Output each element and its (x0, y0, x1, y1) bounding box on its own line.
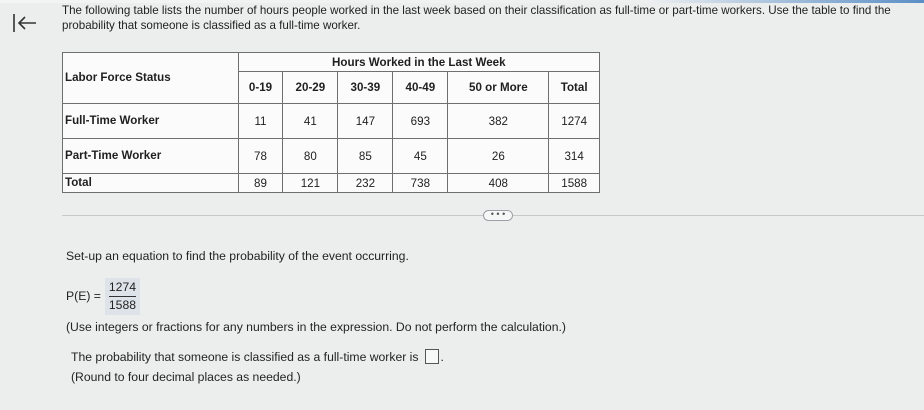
answer-input[interactable] (425, 349, 439, 364)
rounding-hint: (Round to four decimal places as needed.) (71, 370, 301, 384)
back-button[interactable] (10, 10, 40, 36)
answer-suffix: . (440, 349, 444, 364)
table-cell: 85 (338, 139, 393, 174)
table-cell: 1274 (549, 104, 600, 139)
fraction-numerator: 1274 (108, 279, 137, 294)
row-label: Part-Time Worker (63, 139, 239, 174)
table-cell: 314 (549, 139, 600, 174)
row-label: Full-Time Worker (63, 104, 239, 139)
equation-label: P(E) = (66, 289, 101, 303)
table-cell: 11 (238, 104, 283, 139)
more-options-button[interactable]: • • • (483, 210, 513, 221)
fraction-denominator: 1588 (108, 297, 137, 312)
table-cell: 693 (393, 104, 448, 139)
table-cell: 78 (238, 139, 283, 174)
table-cell: 80 (283, 139, 338, 174)
table-cell: 1588 (549, 174, 600, 193)
column-header: 50 or More (448, 72, 549, 104)
fraction-answer[interactable] (105, 278, 140, 315)
table-cell: 232 (338, 174, 393, 193)
back-arrow-icon (10, 10, 40, 36)
super-header: Hours Worked in the Last Week (238, 53, 599, 72)
table-row (63, 104, 600, 139)
table-cell: 147 (338, 104, 393, 139)
table-cell: 45 (393, 139, 448, 174)
table-cell: 41 (283, 104, 338, 139)
column-header: Total (549, 72, 600, 104)
table-cell: 382 (448, 104, 549, 139)
table-cell: 121 (283, 174, 338, 193)
table-cell: 89 (238, 174, 283, 193)
table-cell: 738 (393, 174, 448, 193)
column-header: 20-29 (283, 72, 338, 104)
column-header: 0-19 (238, 72, 283, 104)
column-header: 40-49 (393, 72, 448, 104)
top-accent-bar (0, 0, 924, 3)
question-text: The following table lists the number of hours people worked in the last week based on their classification as full-time or part-time workers. Use the table to find the probability that someone is classified as a full-time worker. (62, 4, 891, 32)
table-cell: 26 (448, 139, 549, 174)
table-row (63, 174, 600, 193)
answer-line (71, 349, 444, 364)
instruction-text: Set-up an equation to find the probability of the event occurring. (66, 249, 409, 263)
corner-header: Labor Force Status (63, 53, 239, 104)
hours-worked-table (62, 52, 600, 193)
probability-equation (66, 276, 140, 316)
table-cell: 408 (448, 174, 549, 193)
expression-hint: (Use integers or fractions for any numbers in the expression. Do not perform the calculation.) (66, 320, 566, 334)
answer-prompt: The probability that someone is classified as a full-time worker is (71, 349, 419, 364)
column-header: 30-39 (338, 72, 393, 104)
table-row (63, 139, 600, 174)
row-label: Total (63, 174, 239, 193)
